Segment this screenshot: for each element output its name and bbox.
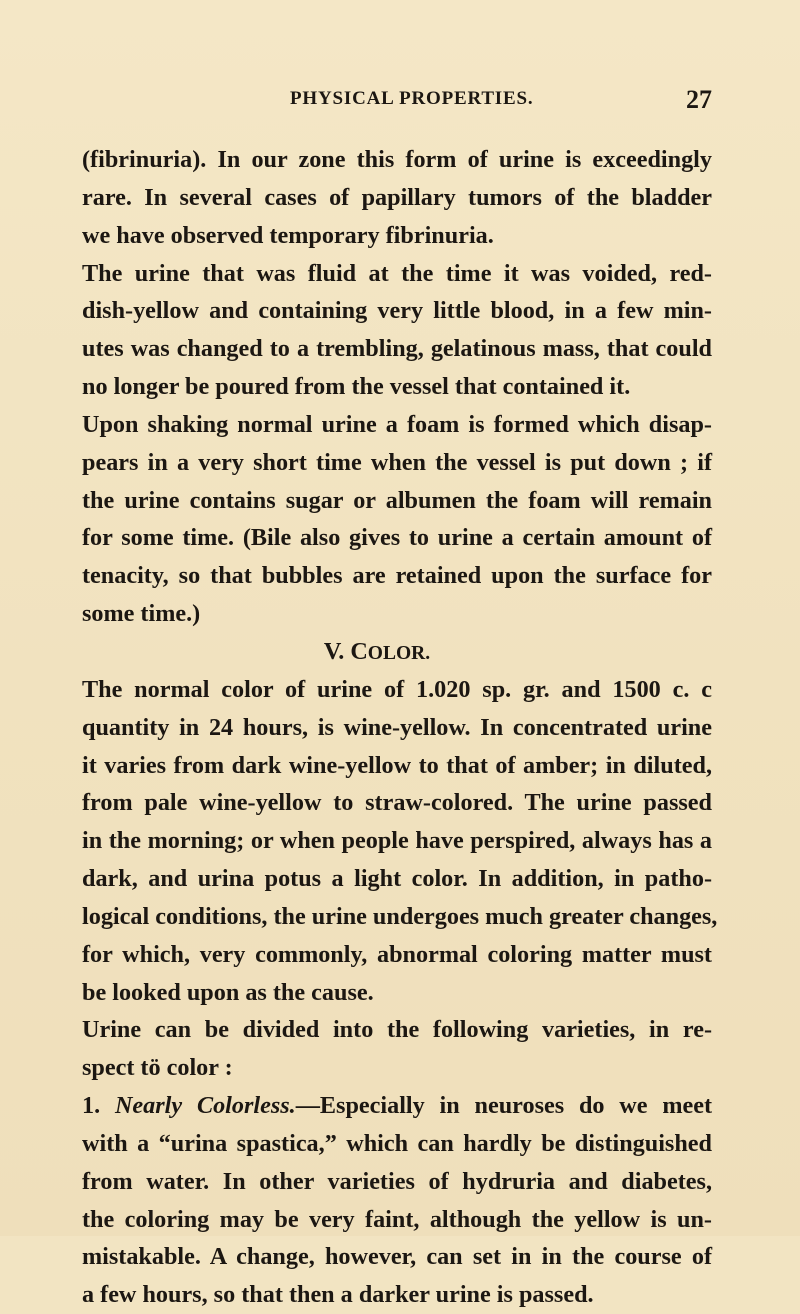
text-line: a few hours, so that then a darker urine is passed. <box>82 1281 594 1309</box>
text-line: with a “urina spastica,” which can hardly be distinguished <box>82 1129 712 1157</box>
text-line: in the morning; or when people have perspired, always has a <box>82 827 712 855</box>
text-line: mistakable. A change, however, can set in in the course of <box>82 1243 712 1271</box>
text-line: Upon shaking normal urine a foam is formed which disap- <box>82 410 712 438</box>
section-numeral: V. <box>323 637 345 665</box>
section-title-cap: C <box>350 637 368 665</box>
text-line: for which, very commonly, abnormal coloring matter must <box>82 940 712 968</box>
text-line: quantity in 24 hours, is wine-yellow. In concentrated urine <box>82 713 712 741</box>
text-line: rare. In several cases of papillary tumors of the bladder <box>82 183 712 211</box>
text-line: dish-yellow and containing very little blood, in a few min- <box>82 297 712 325</box>
text-line: (fibrinuria). In our zone this form of urine is exceedingly <box>82 146 712 173</box>
text-line: the coloring may be very faint, although the yellow is un- <box>82 1205 712 1233</box>
text-line: utes was changed to a trembling, gelatinous mass, that could <box>82 335 712 363</box>
text-line: it varies from dark wine-yellow to that of amber; in diluted, <box>82 751 712 779</box>
section-title-rest: OLOR. <box>367 642 431 664</box>
text-line: The urine that was fluid at the time it was voided, red- <box>82 259 712 287</box>
list-item-text: —Especially in neuroses do we meet <box>295 1092 712 1120</box>
page-number: 27 <box>686 85 712 114</box>
section-heading <box>82 633 712 671</box>
list-item-title: Nearly Colorless. <box>114 1092 296 1120</box>
text-line: from pale wine-yellow to straw-colored. The urine passed <box>82 789 712 817</box>
body-text <box>82 141 718 1314</box>
text-line: for some time. (Bile also gives to urine a certain amount of <box>82 524 712 552</box>
list-item-number: 1. <box>82 1092 101 1120</box>
text-line: no longer be poured from the vessel that contained it. <box>82 373 631 401</box>
text-line: Urine can be divided into the following varieties, in re- <box>82 1016 712 1044</box>
text-line: The normal color of urine of 1.020 sp. gr. and 1500 c. c <box>82 675 712 703</box>
list-item-1-line <box>82 1087 712 1125</box>
running-head: PHYSICAL PROPERTIES. <box>290 88 534 109</box>
text-line: we have observed temporary fibrinuria. <box>82 221 494 249</box>
text-line: some time.) <box>82 600 201 628</box>
text-line: tenacity, so that bubbles are retained upon the surface for <box>82 562 712 590</box>
text-line: dark, and urina potus a light color. In addition, in patho- <box>82 865 712 893</box>
page-header <box>82 85 712 118</box>
text-line: logical conditions, the urine undergoes much greater changes, <box>82 902 718 930</box>
text-line: from water. In other varieties of hydruria and diabetes, <box>82 1167 712 1195</box>
text-line: the urine contains sugar or albumen the foam will remain <box>82 486 712 514</box>
text-line: spect tö color : <box>82 1054 233 1082</box>
text-line: pears in a very short time when the vessel is put down ; if <box>82 448 712 476</box>
text-line: be looked upon as the cause. <box>82 978 374 1006</box>
